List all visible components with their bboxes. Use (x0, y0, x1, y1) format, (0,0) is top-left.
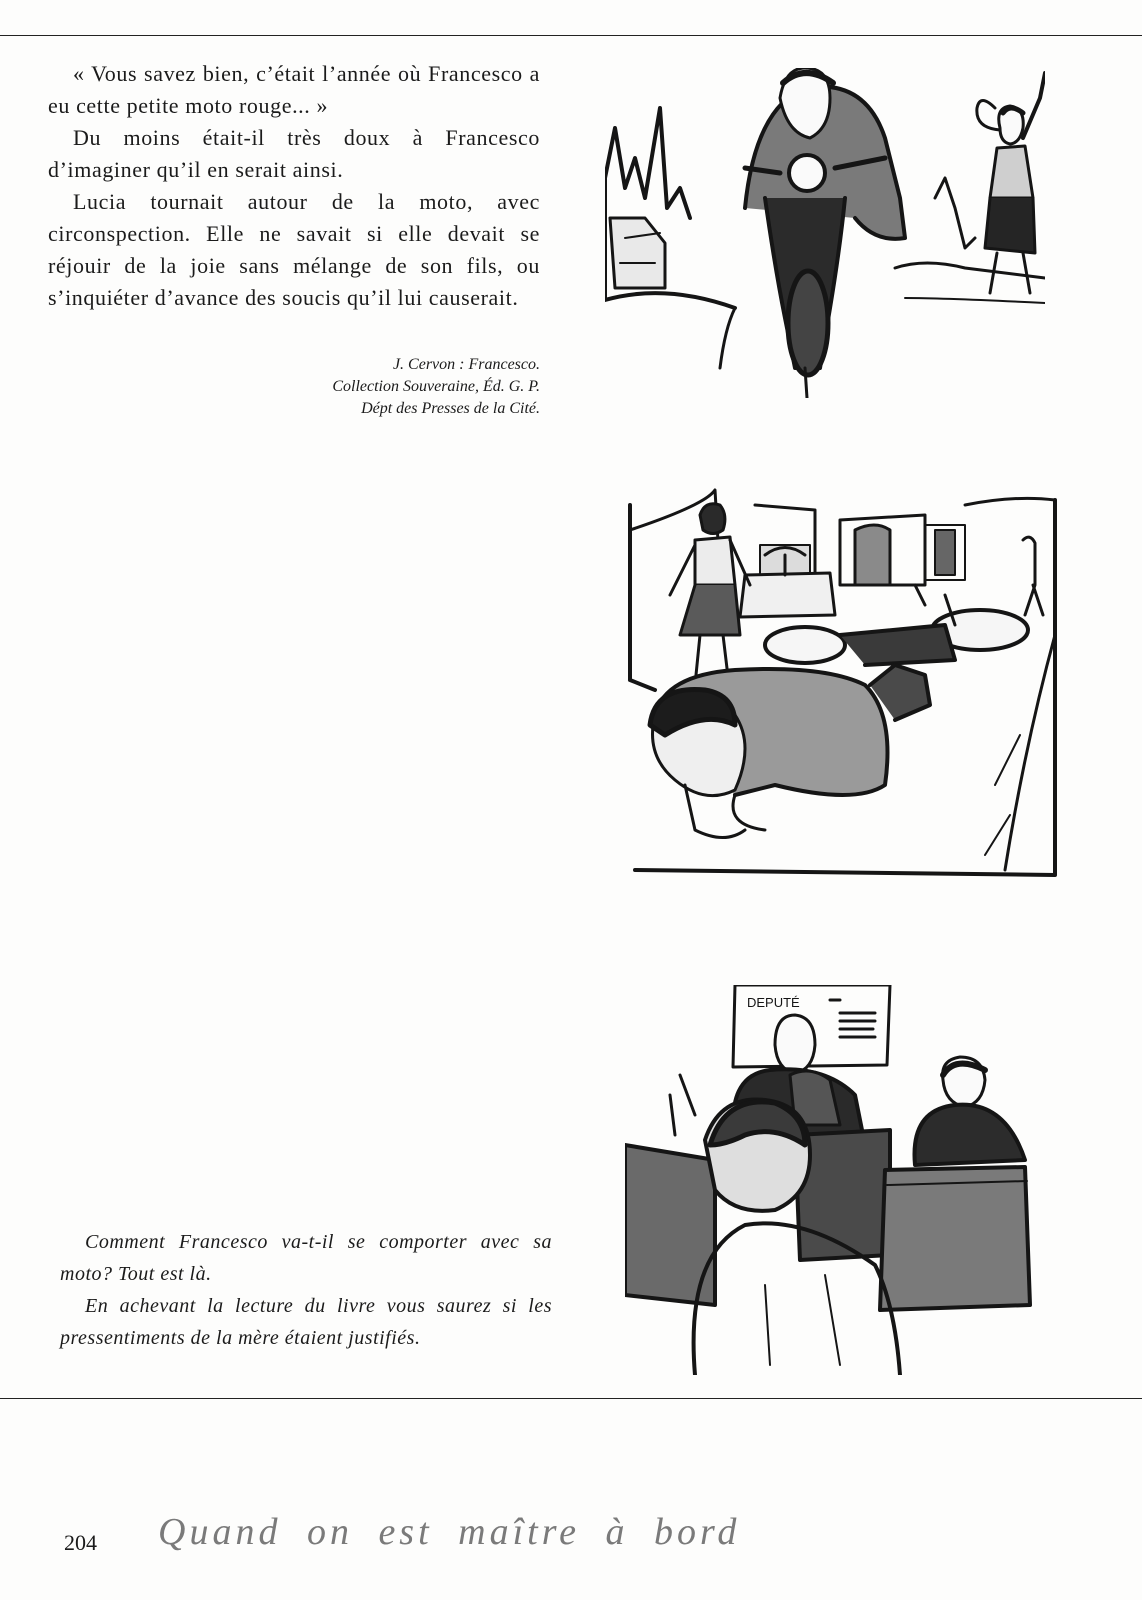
bottom-rule (0, 1398, 1142, 1399)
excerpt-paragraph: « Vous savez bien, c’était l’année où Francesco a eu cette petite moto rouge... » (48, 61, 540, 118)
source-citation (200, 354, 540, 420)
court-sign-text: DEPUTÉ (747, 995, 800, 1010)
source-line: Dépt des Presses de la Cité. (361, 400, 540, 417)
illustration-motorcycle-ride (605, 68, 1045, 398)
source-line: Collection Souveraine, Éd. G. P. (332, 378, 540, 395)
comment-paragraph: En achevant la lecture du livre vous saurez si les pressentiments de la mère étaient justifiés. (60, 1295, 552, 1349)
comment-paragraph: Comment Francesco va-t-il se comporter avec sa moto? Tout est là. (60, 1231, 552, 1285)
source-line: J. Cervon : Francesco. (392, 356, 540, 373)
excerpt-paragraph: Du moins était-il très doux à Francesco d’imaginer qu’il en serait ainsi. (48, 125, 540, 182)
top-rule (0, 35, 1142, 36)
running-title: Quand on est maître à bord (158, 1511, 741, 1553)
illustration-courtroom (625, 985, 1070, 1375)
excerpt-paragraph: Lucia tournait autour de la moto, avec circonspection. Elle ne savait si elle devait se réjouir de la joie sans mélange de son fils, ou s’inquiéter d’avance des soucis qu’il lui causerait. (48, 189, 540, 310)
illustration-crash-scene (625, 485, 1080, 890)
book-excerpt (48, 58, 540, 314)
editorial-comment (60, 1226, 552, 1354)
page-number: 204 (64, 1530, 97, 1555)
